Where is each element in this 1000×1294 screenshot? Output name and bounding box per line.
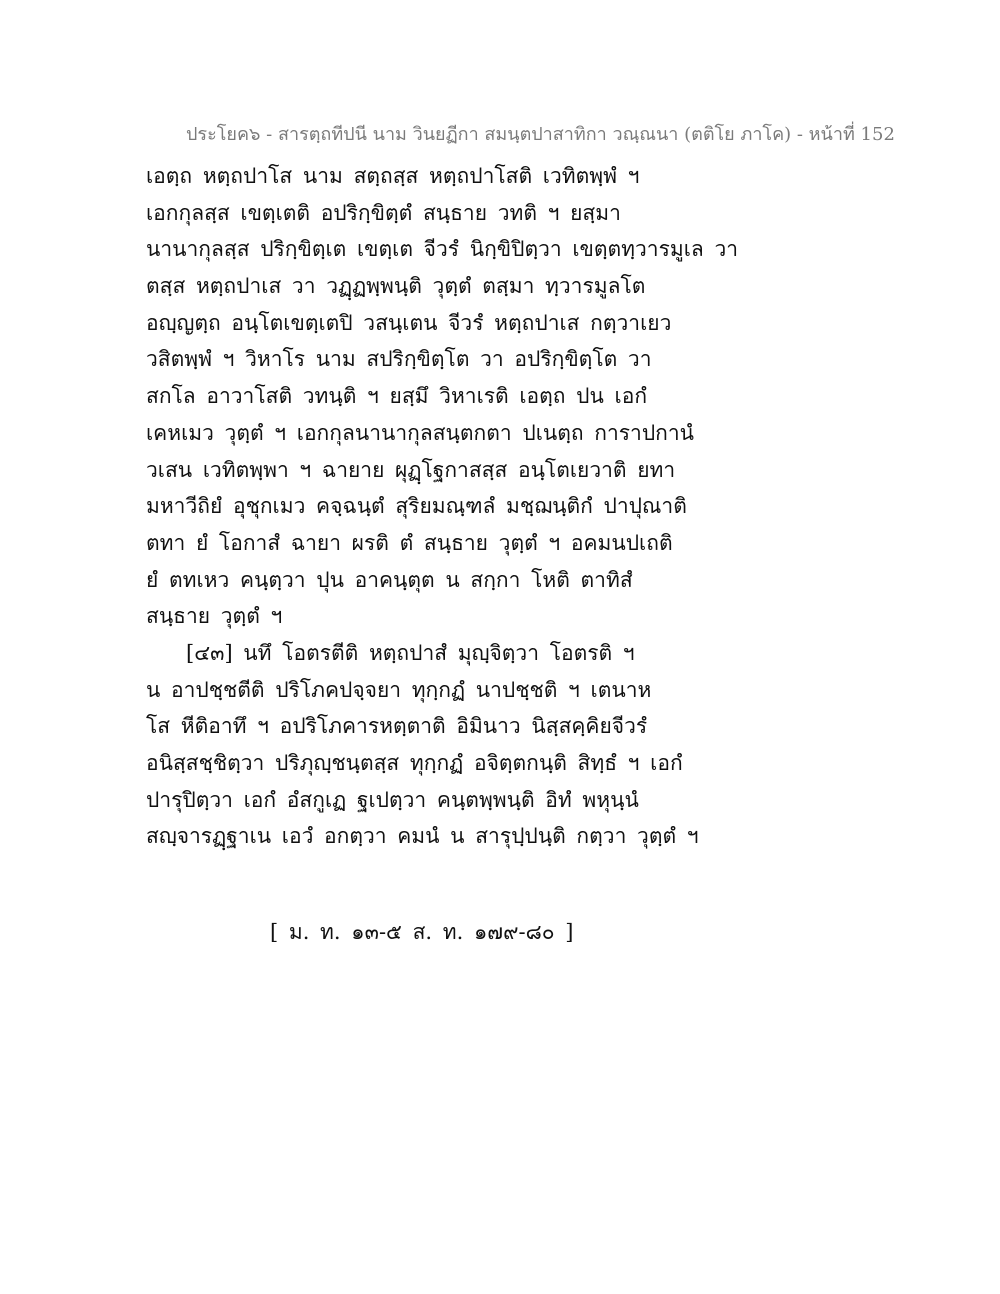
text-line: วเสน เวทิตพฺพา ฯ ฉายาย ผุฏฺโฐกาสสฺส อนฺโตเยวาติ ยทา bbox=[146, 457, 676, 482]
text-line: น อาปชฺชตีติ ปริโภคปจฺจยา ทุกฺกฏํ นาปชฺชติ ฯ เตนาห bbox=[146, 677, 652, 702]
text-line: มหาวีถิยํ อุชุกเมว คจฺฉนฺตํ สุริยมณฺฑลํ มชฺฌนฺติกํ ปาปุณาติ bbox=[146, 494, 687, 519]
text-line: โส หีติอาทึ ฯ อปริโภคารหตฺตาติ อิมินาว นิสฺสคฺคิยจีวรํ bbox=[146, 714, 648, 739]
text-line: วสิตพฺพํ ฯ วิหาโร นาม สปริกฺขิตฺโต วา อปริกฺขิตฺโต วา bbox=[146, 347, 652, 372]
text-line: เอตฺถ หตฺถปาโส นาม สตฺถสฺส หตฺถปาโสติ เวทิตพฺพํ ฯ bbox=[146, 164, 640, 188]
text-line: สกโล อาวาโสติ วทนฺติ ฯ ยสฺมึ วิหาเรติ เอตฺถ ปน เอกํ bbox=[146, 384, 648, 409]
text-line: ยํ ตทเหว คนฺตฺวา ปุน อาคนฺตุต น สกฺกา โหติ ตาทิสํ bbox=[146, 567, 633, 592]
text-line: อนิสฺสชฺชิตฺวา ปริภุญฺชนฺตสฺส ทุกฺกฏํ อจิตฺตกนฺติ สิทฺธํ ฯ เอกํ bbox=[146, 751, 683, 775]
text-line: อญฺญตฺถ อนฺโตเขตฺเตปิ วสนฺเตน จีวรํ หตฺถปาเส กตฺวาเยว bbox=[146, 310, 672, 335]
paragraph-start-line: [๔๓] นทึ โอตรตีติ หตฺถปาสํ มุญฺจิตฺวา โอตรติ ฯ bbox=[186, 640, 635, 665]
text-line: นานากุลสฺส ปริกฺขิตฺเต เขตฺเต จีวรํ นิกฺขิปิตฺวา เขตฺตทฺวารมูเล วา bbox=[146, 237, 739, 262]
text-line: ปารุปิตฺวา เอกํ อํสกูเฏ ฐเปตฺวา คนฺตพฺพนฺติ อิทํ พหุนฺนํ bbox=[146, 787, 639, 812]
running-header: ประโยค๖ - สารตฺถทีปนี นาม วินยฏีกา สมนฺตปาสาทิกา วณฺณนา (ตติโย ภาโค) - หน้าที่ 152 bbox=[186, 124, 895, 145]
text-line: สนฺธาย วุตฺตํ ฯ bbox=[146, 604, 283, 629]
text-line: สญฺจารฏฺฐาเน เอวํ อกตฺวา คมนํ น สารุปฺปนฺติ กตฺวา วุตฺตํ ฯ bbox=[146, 824, 699, 849]
text-line: เคหเมว วุตฺตํ ฯ เอกกุลนานากุลสนฺตกตา ปเนตฺถ การาปกานํ bbox=[146, 420, 695, 445]
body-text bbox=[146, 158, 739, 855]
text-line: ตทา ยํ โอกาสํ ฉายา ผรติ ตํ สนฺธาย วุตฺตํ ฯ อคมนปเถติ bbox=[146, 530, 673, 555]
text-line: ตสฺส หตฺถปาเส วา วฏฺฏพฺพนฺติ วุตฺตํ ตสฺมา ทฺวารมูลโต bbox=[146, 274, 646, 299]
text-line: เอกกุลสฺส เขตฺเตติ อปริกฺขิตฺตํ สนฺธาย วทติ ฯ ยสฺมา bbox=[146, 200, 621, 225]
reference-citation: [ ม. ท. ๑๓-๕ ส. ท. ๑๗๙-๘๐ ] bbox=[270, 920, 574, 944]
